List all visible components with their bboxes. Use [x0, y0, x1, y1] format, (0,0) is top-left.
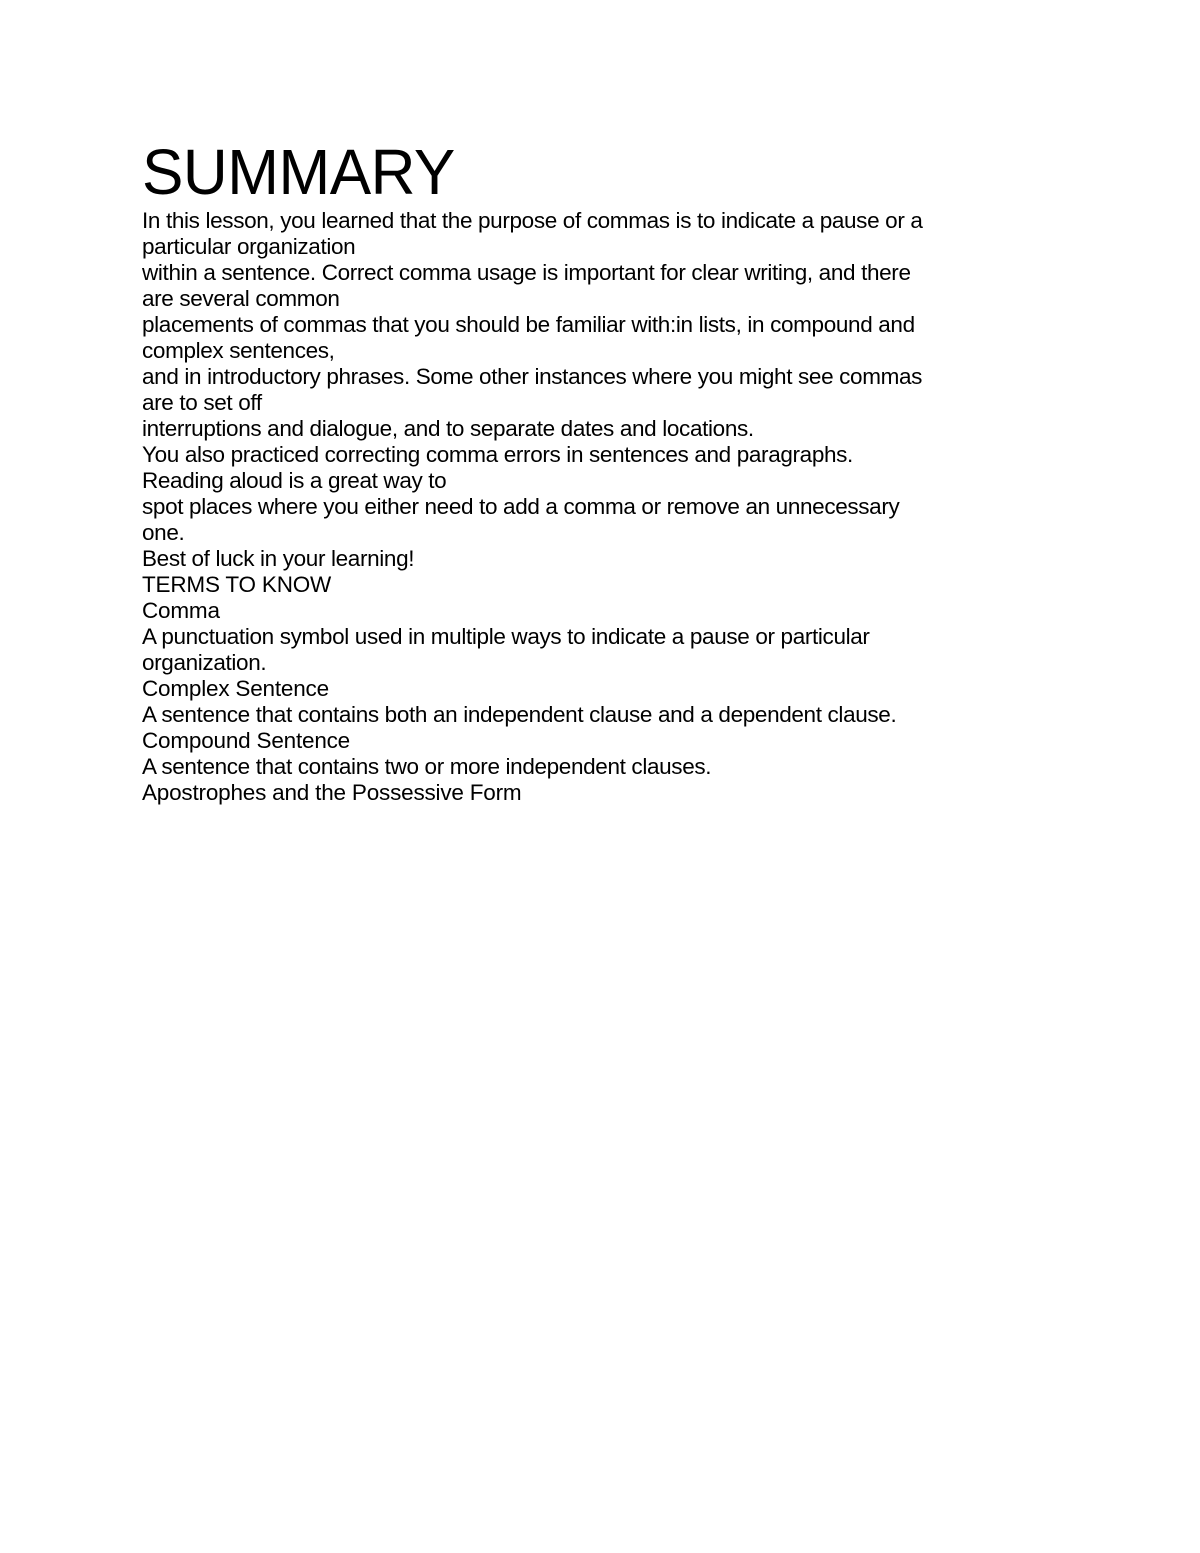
- term-entry-complex-sentence: [142, 676, 1082, 728]
- summary-line: one.: [142, 520, 185, 545]
- term-entry-comma: [142, 598, 1082, 676]
- summary-line: spot places where you either need to add a comma or remove an unnecessary: [142, 494, 900, 519]
- term-name: Complex Sentence: [142, 676, 329, 701]
- terms-heading: TERMS TO KNOW: [142, 572, 332, 597]
- summary-line: and in introductory phrases. Some other instances where you might see commas: [142, 364, 923, 389]
- term-entry-compound-sentence: [142, 728, 1082, 780]
- summary-line: In this lesson, you learned that the purpose of commas is to indicate a pause or a: [142, 208, 923, 233]
- summary-line: are several common: [142, 286, 340, 311]
- term-definition: organization.: [142, 650, 267, 675]
- next-section-title: Apostrophes and the Possessive Form: [142, 780, 522, 805]
- term-name: Compound Sentence: [142, 728, 350, 753]
- summary-line: are to set off: [142, 390, 262, 415]
- document-page: [142, 136, 1082, 806]
- page-title: SUMMARY: [142, 136, 455, 208]
- term-definition: A punctuation symbol used in multiple ways to indicate a pause or particular: [142, 624, 870, 649]
- summary-line: Reading aloud is a great way to: [142, 468, 447, 493]
- closing-line: Best of luck in your learning!: [142, 546, 415, 571]
- summary-body: [142, 208, 1082, 572]
- summary-line: particular organization: [142, 234, 356, 259]
- term-definition: A sentence that contains both an independent clause and a dependent clause.: [142, 702, 897, 727]
- term-definition: A sentence that contains two or more independent clauses.: [142, 754, 712, 779]
- summary-line: placements of commas that you should be familiar with:in lists, in compound and: [142, 312, 915, 337]
- summary-line: complex sentences,: [142, 338, 335, 363]
- summary-line: You also practiced correcting comma errors in sentences and paragraphs.: [142, 442, 853, 467]
- term-name: Comma: [142, 598, 220, 623]
- terms-section: [142, 572, 1082, 780]
- summary-line: interruptions and dialogue, and to separate dates and locations.: [142, 416, 754, 441]
- summary-line: within a sentence. Correct comma usage is important for clear writing, and there: [142, 260, 911, 285]
